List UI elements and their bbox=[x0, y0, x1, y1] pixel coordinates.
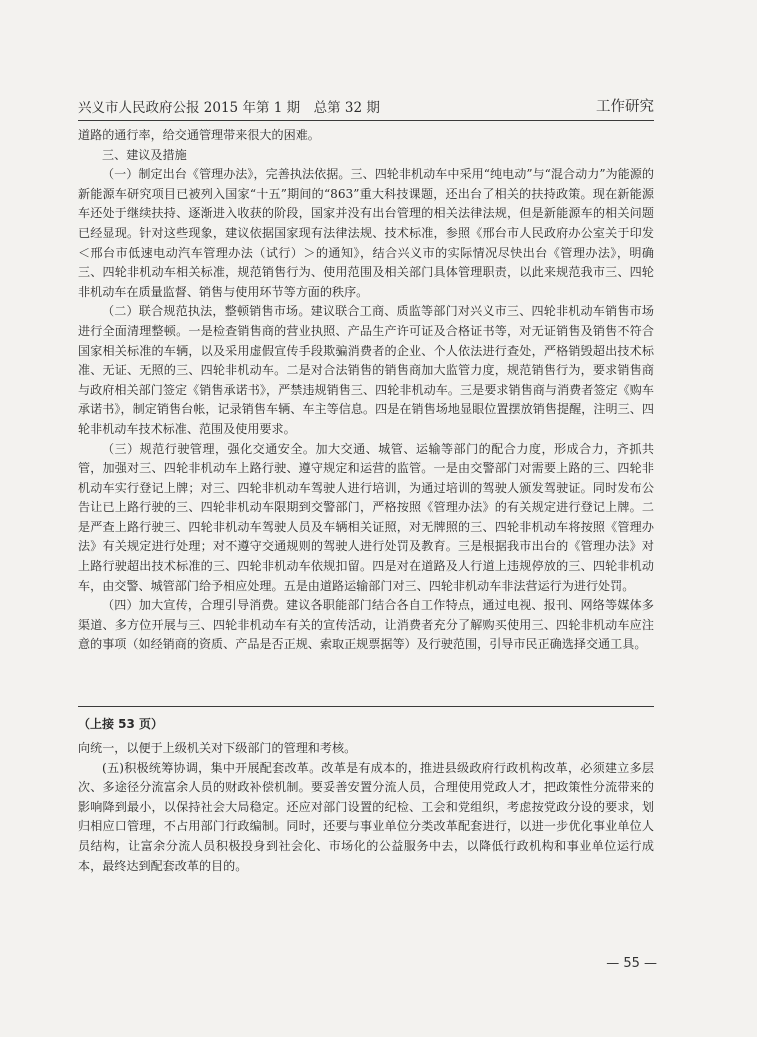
section-divider bbox=[78, 706, 654, 707]
paragraph: （三）规范行驶管理，强化交通安全。加大交通、城管、运输等部门的配合力度，形成合力，齐抓共管，加强对三、四轮非机动车上路行驶、遵守规定和运营的监管。一是由交警部门对需要上路的三、四轮非机动车实行登记上牌；对三、四轮非机动车驾驶人进行培训，为通过培训的驾驶人颁发驾驶证。同时发布公告让已上路行驶的三、四轮非机动车限期到交警部门，严格按照《管理办法》的有关规定进行登记上牌。二是严查上路行驶三、四轮非机动车驾驶人员及车辆相关证照，对无牌照的三、四轮非机动车将按照《管理办法》有关规定进行处理；对不遵守交通规则的驾驶人进行处罚及教育。三是根据我市出台的《管理办法》对上路行驶超出技术标准的三、四轮非机动车依规扣留。四是对在道路及人行道上违规停放的三、四轮非机动车，由交警、城管部门给予相应处理。五是由道路运输部门对三、四轮非机动车非法营运行为进行处罚。 bbox=[78, 441, 654, 593]
article-body bbox=[78, 126, 654, 655]
paragraph: （四）加大宣传，合理引导消费。建议各职能部门结合各自工作特点，通过电视、报刊、网络等媒体多渠道、多方位开展与三、四轮非机动车有关的宣传活动，让消费者充分了解购买使用三、四轮非机动车应注意的事项（如经销商的资质、产品是否正规、索取正规票据等）及行驶范围，引导市民正确选择交通工具。 bbox=[78, 598, 654, 652]
section-label: 工作研究 bbox=[596, 99, 654, 115]
paragraph: 向统一，以便于上级机关对下级部门的管理和考核。 bbox=[78, 741, 357, 755]
journal-title: 兴义市人民政府公报 2015 年第 1 期 总第 32 期 bbox=[78, 100, 380, 116]
section-heading: 三、建议及措施 bbox=[102, 147, 187, 162]
paragraph: （一）制定出台《管理办法》，完善执法依据。三、四轮非机动车中采用“纯电动”与“混合动力”为能源的新能源车研究项目已被列入国家“十五”期间的“863”重大科技课题，还出台了相关的扶持政策。现在新能源车还处于继续扶持、逐渐进入收获的阶段，国家并没有出台管理的相关法律法规，但是新能源车的相关问题已经显现。针对这些现象，建议依据国家现有法律法规、技术标准，参照《邢台市人民政府办公室关于印发＜邢台市低速电动汽车管理办法（试行）＞的通知》，结合兴义市的实际情况尽快出台《管理办法》，明确三、四轮非机动车相关标准，规范销售行为、使用范围及相关部门具体管理职责，以此来规范我市三、四轮非机动车在质量监督、销售与使用环节等方面的秩序。 bbox=[78, 167, 654, 299]
continued-from-label: （上接 53 页） bbox=[78, 717, 164, 731]
paragraph: 道路的通行率，给交通管理带来很大的困难。 bbox=[78, 128, 320, 142]
paragraph: （二）联合规范执法，整顿销售市场。建议联合工商、质监等部门对兴义市三、四轮非机动车销售市场进行全面清理整顿。一是检查销售商的营业执照、产品生产许可证及合格证书等，对无证销售及销售不符合国家相关标准的车辆，以及采用虚假宣传手段欺骗消费者的企业、个人依法进行查处，严格销毁超出技术标准、无证、无照的三、四轮非机动车。二是对合法销售的销售商加大监管力度，规范销售行为，要求销售商与政府相关部门签定《销售承诺书》，严禁违规销售三、四轮非机动车。三是要求销售商与消费者签定《购车承诺书》，制定销售台帐，记录销售车辆、车主等信息。四是在销售场地显眼位置摆放销售提醒，注明三、四轮非机动车技术标准、范围及使用要求。 bbox=[78, 304, 654, 436]
running-header bbox=[78, 92, 654, 121]
page-number: — 55 — bbox=[606, 956, 657, 971]
paragraph: (五)积极统筹协调，集中开展配套改革。改革是有成本的，推进县级政府行政机构改革，必须建立多层次、多途径分流富余人员的财政补偿机制。要妥善安置分流人员，合理使用党政人才，把政策性分流带来的影响降到最小，以保持社会大局稳定。还应对部门设置的纪检、工会和党组织，考虑按党政分设的要求，划归相应口管理，不占用部门行政编制。同时，还要与事业单位分类改革配套进行，以进一步优化事业单位人员结构，让富余分流人员积极投身到社会化、市场化的公益服务中去，以降低行政机构和事业单位运行成本，最终达到配套改革的目的。 bbox=[78, 760, 654, 873]
continued-article-body bbox=[78, 739, 654, 876]
